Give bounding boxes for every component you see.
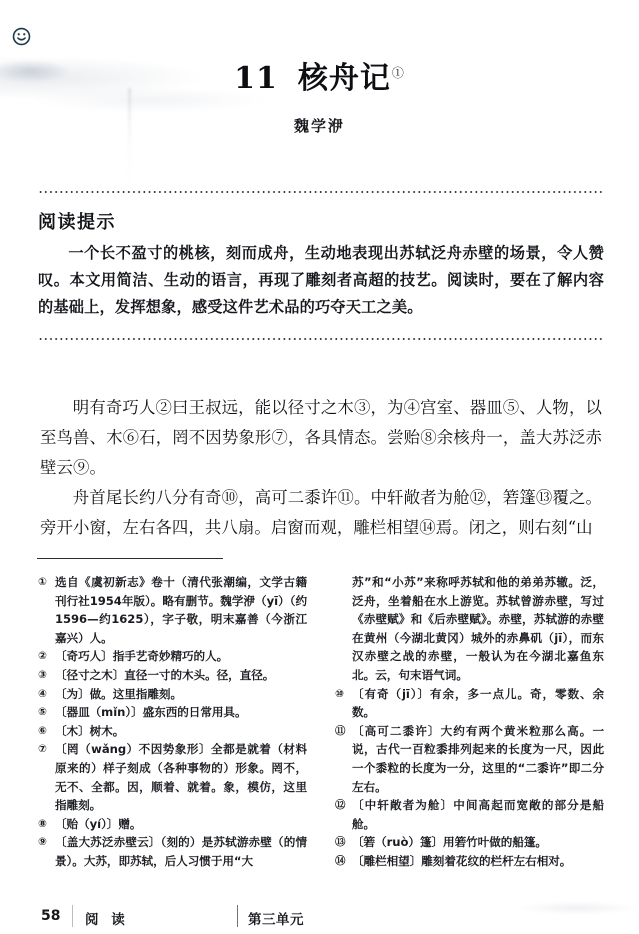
footnote-text: 〔为〕做。这里指雕刻。 xyxy=(55,686,182,701)
dotted-divider-bottom xyxy=(38,338,603,340)
footnote-item xyxy=(38,685,307,704)
footnote-text: 〔高可二黍许〕大约有两个黄米粒那么高。一说，古代一百粒黍排列起来的长度为一尺，因此一个黍粒的长度为一分，这里的“二黍许”即二分左右。 xyxy=(352,723,604,794)
body-paragraph: 舟首尾长约八分有奇⑩，高可二黍许⑪。中轩敞者为舱⑫，箬篷⑬覆之。旁开小窗，左右各四，共八扇。启窗而观，雕栏相望⑭焉。闭之，则右刻“山 xyxy=(40,488,602,537)
reading-hint-block xyxy=(38,208,604,321)
footnote-item xyxy=(335,685,604,722)
footnote-marker: ⑦ xyxy=(38,743,47,756)
footnote-text: 〔罔（wǎng）不因势象形〕全都是就着（材料原来的）样子刻成（各种事物的）形象。罔不，无不、全都。因，顺着、就着。象，模仿，这里指雕刻。 xyxy=(55,742,307,813)
footnote-marker: ④ xyxy=(38,687,47,700)
footer-divider xyxy=(237,905,238,927)
title-footnote-marker: ① xyxy=(391,66,405,80)
footnote-item xyxy=(38,647,307,666)
footnote-text: 〔器皿（mǐn）〕盛东西的日常用具。 xyxy=(55,705,247,720)
footnote-text: 〔木〕树木。 xyxy=(55,723,125,738)
footnote-text: 选自《虞初新志》卷十（清代张潮编，文学古籍刊行社1954年版）。略有删节。魏学洢（yī）（约1596—约1625），字子敬，明末嘉善（今浙江嘉兴）人。 xyxy=(55,575,307,645)
footnotes-left-column xyxy=(38,573,307,871)
footnote-marker: ⑪ xyxy=(335,724,346,737)
reading-hint-heading: 阅读提示 xyxy=(38,212,116,233)
footnote-continuation-text: 苏”和“小苏”来称呼苏轼和他的弟弟苏辙。泛，泛舟，坐着船在水上游览。苏轼曾游赤壁，写过《赤壁赋》和《后赤壁赋》。赤壁，苏轼游的赤壁在黄州（今湖北黄冈）城外的赤鼻矶（jī），而东汉赤壁之战的赤壁，一般认为在今湖北嘉鱼东北。云，句末语气词。 xyxy=(352,575,604,682)
footnote-item xyxy=(38,833,307,870)
footnotes-block xyxy=(38,573,604,871)
lesson-name: 核舟记 xyxy=(297,61,391,96)
footnote-marker: ⑤ xyxy=(38,706,47,719)
footnote-item xyxy=(38,666,307,685)
footnote-item xyxy=(335,852,604,871)
footnote-item xyxy=(38,740,307,814)
footer-unit-label: 第三单元 xyxy=(248,912,304,928)
footnote-text: 〔径寸之木〕直径一寸的木头。径，直径。 xyxy=(55,667,275,682)
footer-page-number: 58 xyxy=(41,908,61,924)
footnote-marker: ⑩ xyxy=(335,687,344,700)
footnotes-right-column xyxy=(335,573,604,871)
footnote-marker: ⑫ xyxy=(335,799,346,812)
footnote-text: 〔雕栏相望〕雕刻着花纹的栏杆左右相对。 xyxy=(352,853,572,868)
author-name: 魏学洢 xyxy=(293,116,345,135)
footnote-item xyxy=(335,796,604,833)
footnote-item xyxy=(38,815,307,834)
footnote-marker: ⑭ xyxy=(335,854,346,867)
footnote-item xyxy=(38,722,307,741)
footnote-separator-rule xyxy=(37,558,223,559)
footnote-marker: ② xyxy=(38,650,47,663)
footnote-text: 〔盖大苏泛赤壁云〕（刻的）是苏轼游赤壁（的情景）。大苏，即苏轼，后人习惯于用“大 xyxy=(55,835,307,868)
footnote-marker: ⑬ xyxy=(335,836,346,849)
footnote-item xyxy=(335,722,604,796)
footnote-text: 〔奇巧人〕指手艺奇妙精巧的人。 xyxy=(55,649,229,664)
footer-divider xyxy=(72,905,73,927)
footnote-marker: ⑨ xyxy=(38,836,47,849)
smiley-face-icon xyxy=(12,27,31,46)
footnote-item xyxy=(38,703,307,722)
footnote-item xyxy=(335,833,604,852)
reading-hint-body: 一个长不盈寸的桃核，刻而成舟，生动地表现出苏轼泛舟赤壁的场景，令人赞叹。本文用简洁、生动的语言，再现了雕刻者高超的技艺。阅读时，要在了解内容的基础上，发挥想象，感受这件艺术品的巧夺天工之美。 xyxy=(38,244,604,316)
footnote-marker: ⑥ xyxy=(38,724,47,737)
footnote-marker: ③ xyxy=(38,668,47,681)
body-text-block xyxy=(40,393,602,543)
title-block xyxy=(0,62,639,136)
footnote-text: 〔箬（ruò）篷〕用箬竹叶做的船篷。 xyxy=(352,835,547,850)
lesson-number: 11 xyxy=(234,61,278,96)
footnote-item xyxy=(38,573,307,647)
page-title xyxy=(234,62,405,97)
footnote-marker: ⑧ xyxy=(38,817,47,830)
footnote-text: 〔有奇（jī）〕有余，多一点儿。奇，零数、余数。 xyxy=(352,686,604,720)
footnote-marker: ① xyxy=(38,576,47,588)
body-paragraph: 明有奇巧人②曰王叔远，能以径寸之木③，为④宫室、器皿⑤、人物，以至鸟兽、木⑥石，罔不因势象形⑦，各具情态。尝贻⑧余核舟一，盖大苏泛赤壁云⑨。 xyxy=(40,398,602,477)
dotted-divider-top xyxy=(38,191,603,193)
footnote-text: 〔中轩敞者为舱〕中间高起而宽敞的部分是船舱。 xyxy=(352,798,604,831)
page-footer xyxy=(0,905,639,933)
footnote-text: 〔贻（yí）〕赠。 xyxy=(55,816,142,831)
footer-section-label: 阅 读 xyxy=(85,912,129,928)
